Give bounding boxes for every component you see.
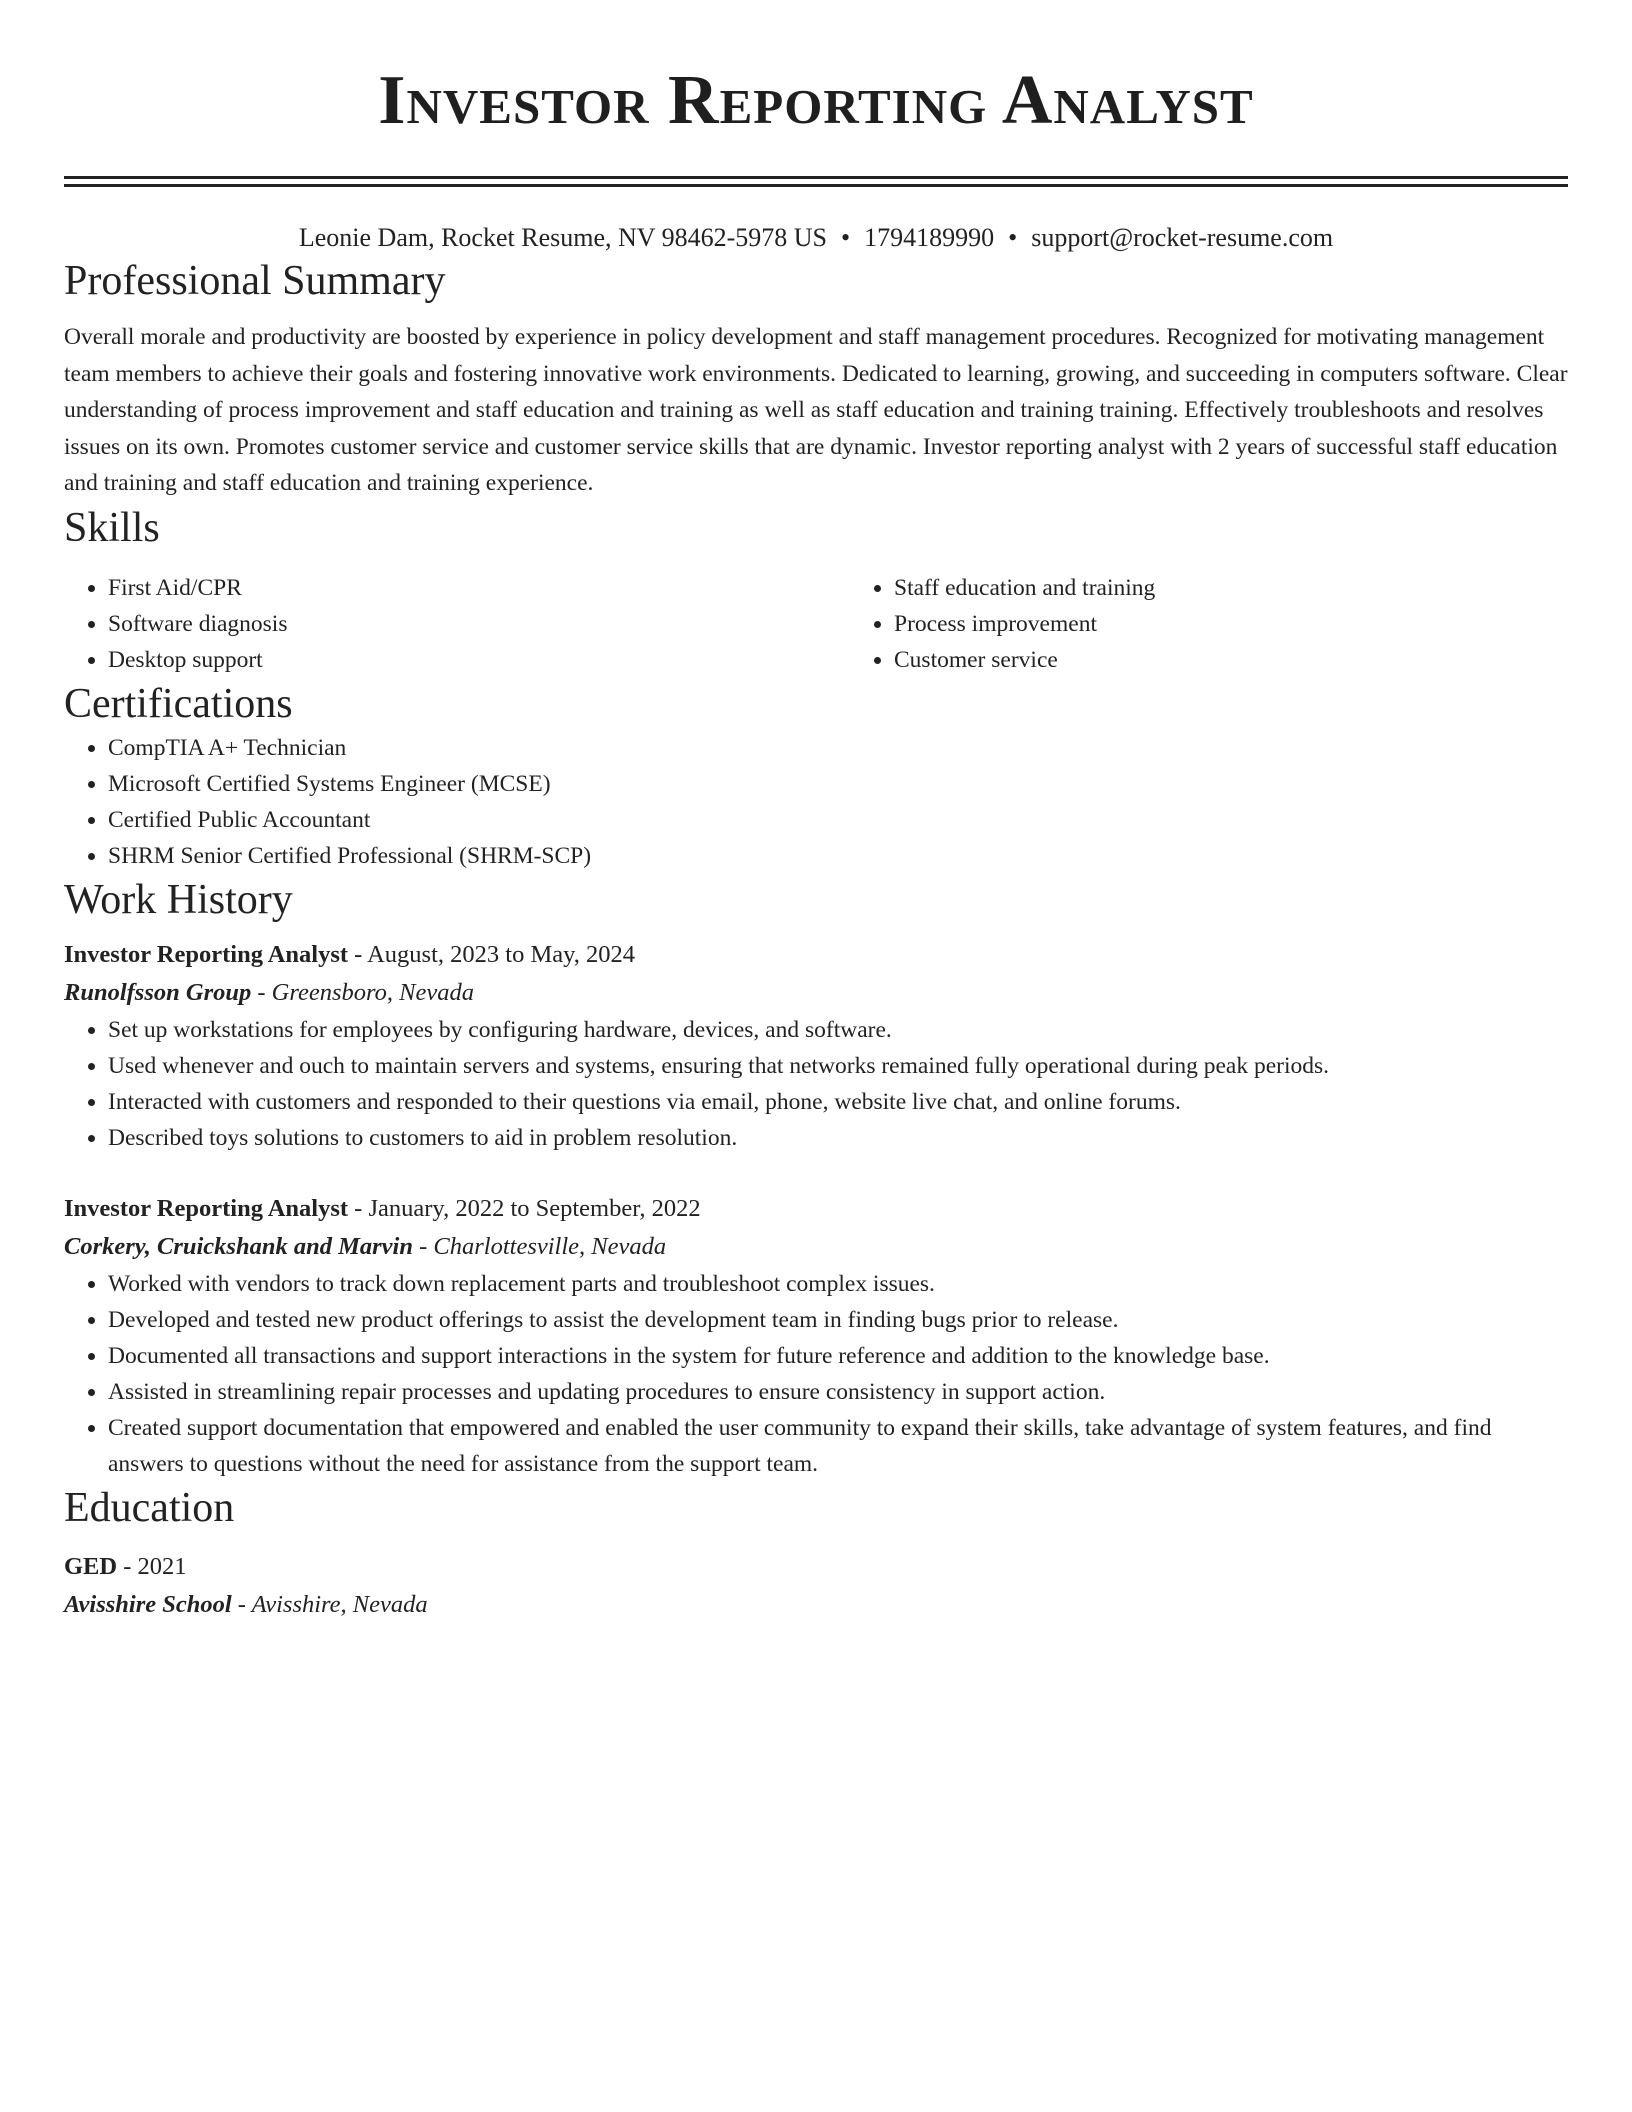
certifications-list bbox=[64, 730, 1568, 874]
skill-item: • Software diagnosis bbox=[108, 606, 850, 642]
job-role: Investor Reporting Analyst bbox=[64, 1194, 349, 1222]
education-institution bbox=[64, 1586, 1568, 1624]
skill-item: • Staff education and training bbox=[894, 570, 1632, 606]
job-duty-item: • Worked with vendors to track down replacement parts and troubleshoot complex issues. bbox=[108, 1266, 1568, 1302]
header-divider-top bbox=[64, 176, 1568, 179]
job-duty-item: • Documented all transactions and support interactions in the system for future reference and addition to the knowledge base. bbox=[108, 1338, 1568, 1374]
summary-text: Overall morale and productivity are boosted by experience in policy development and staff management procedures. Recognized for motivating management team members to achieve their goals and fostering innovative work environments. Dedicated to learning, growing, and succeeding in computers software. Clear understanding of process improvement and staff education and training as well as staff education and training training. Effectively troubleshoots and resolves issues on its own. Promotes customer service and customer service skills that are dynamic. Investor reporting analyst with 2 years of successful staff education and training and staff education and training experience. bbox=[64, 324, 1568, 496]
job-company: Corkery, Cruickshank and Marvin bbox=[64, 1232, 413, 1260]
contact-separator: • bbox=[840, 223, 851, 252]
job-duties-list bbox=[64, 1266, 1568, 1482]
contact-line bbox=[64, 221, 1568, 255]
header-divider-bottom bbox=[64, 184, 1568, 187]
education-year: 2021 bbox=[137, 1552, 187, 1580]
skill-item: • Process improvement bbox=[894, 606, 1632, 642]
dash-separator: - bbox=[231, 1590, 252, 1618]
skill-item: • First Aid/CPR bbox=[108, 570, 850, 606]
work-history-heading: Work History bbox=[64, 876, 293, 923]
dash-separator: - bbox=[412, 1232, 434, 1260]
contact-address: Leonie Dam, Rocket Resume, NV 98462-5978 US bbox=[298, 223, 827, 252]
job-dates: August, 2023 to May, 2024 bbox=[367, 940, 636, 968]
certification-item: • CompTIA A+ Technician bbox=[108, 730, 1568, 766]
job-entry bbox=[64, 1190, 1568, 1482]
dash-separator: - bbox=[348, 940, 368, 968]
contact-phone: 1794189990 bbox=[864, 223, 995, 252]
job-header bbox=[64, 936, 1568, 974]
dash-separator: - bbox=[251, 978, 272, 1006]
job-company: Runolfsson Group bbox=[64, 978, 252, 1006]
education-entry bbox=[64, 1548, 1568, 1624]
job-duty-item: • Created support documentation that empowered and enabled the user community to expand their skills, take advantage of system features, and find answers to questions without the need for assistance from the support team. bbox=[108, 1410, 1568, 1482]
certification-item: • Microsoft Certified Systems Engineer (MCSE) bbox=[108, 766, 1568, 802]
certification-item: • Certified Public Accountant bbox=[108, 802, 1568, 838]
job-duty-item: • Described toys solutions to customers to aid in problem resolution. bbox=[108, 1120, 1568, 1156]
job-employer bbox=[64, 1228, 1568, 1266]
job-location: Greensboro, Nevada bbox=[271, 978, 474, 1006]
contact-email: support@rocket-resume.com bbox=[1031, 223, 1334, 252]
education-heading: Education bbox=[64, 1484, 235, 1531]
candidate-name: Investor Reporting Analyst bbox=[378, 62, 1254, 139]
summary-heading: Professional Summary bbox=[64, 258, 446, 304]
job-duty-item: • Used whenever and ouch to maintain servers and systems, ensuring that networks remained fully operational during peak periods. bbox=[108, 1048, 1568, 1084]
job-entry bbox=[64, 936, 1568, 1156]
skills-columns bbox=[64, 570, 1568, 678]
education-header bbox=[64, 1548, 1568, 1586]
education-degree: GED bbox=[64, 1552, 118, 1580]
dash-separator: - bbox=[348, 1194, 369, 1222]
skill-item: • Customer service bbox=[894, 642, 1632, 678]
job-dates: January, 2022 to September, 2022 bbox=[368, 1194, 701, 1222]
skills-list-right bbox=[850, 570, 1632, 678]
job-role: Investor Reporting Analyst bbox=[64, 940, 349, 968]
job-duty-item: • Developed and tested new product offerings to assist the development team in finding bugs prior to release. bbox=[108, 1302, 1568, 1338]
certifications-heading: Certifications bbox=[64, 680, 293, 727]
certification-item: • SHRM Senior Certified Professional (SHRM-SCP) bbox=[108, 838, 1568, 874]
job-header bbox=[64, 1190, 1568, 1228]
skills-heading: Skills bbox=[64, 504, 160, 551]
job-duty-item: • Assisted in streamlining repair processes and updating procedures to ensure consistency in support action. bbox=[108, 1374, 1568, 1410]
education-location: Avisshire, Nevada bbox=[251, 1590, 428, 1618]
dash-separator: - bbox=[117, 1552, 138, 1580]
job-employer bbox=[64, 974, 1568, 1012]
skills-list-left bbox=[64, 570, 850, 678]
job-location: Charlottesville, Nevada bbox=[433, 1232, 667, 1260]
job-duty-item: • Interacted with customers and responded to their questions via email, phone, website live chat, and online forums. bbox=[108, 1084, 1568, 1120]
skill-item: • Desktop support bbox=[108, 642, 850, 678]
contact-separator: • bbox=[1008, 223, 1018, 252]
job-duties-list bbox=[64, 1012, 1568, 1156]
job-duty-item: • Set up workstations for employees by configuring hardware, devices, and software. bbox=[108, 1012, 1568, 1048]
education-school: Avisshire School bbox=[64, 1590, 232, 1618]
